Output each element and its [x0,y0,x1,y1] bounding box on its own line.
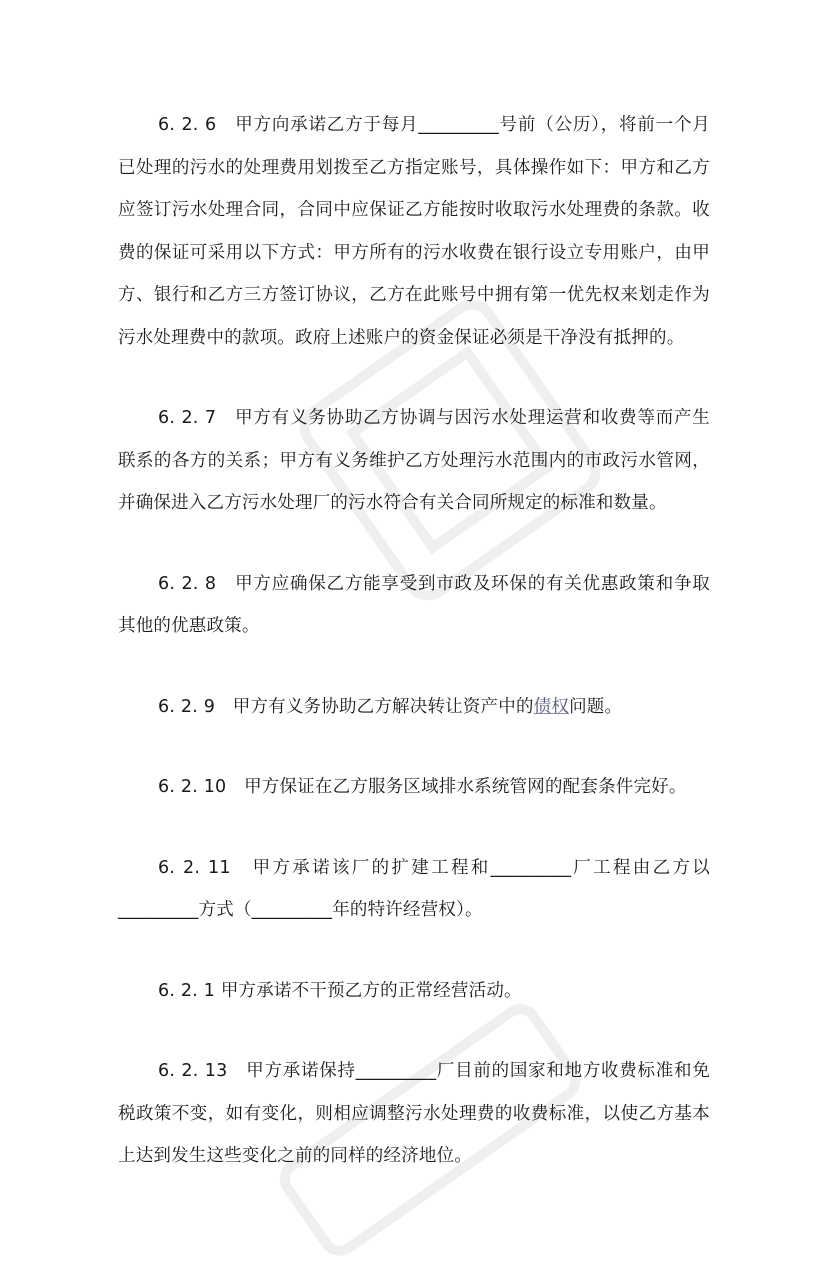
clause-6-2-8: 6. 2. 8 甲方应确保乙方能享受到市政及环保的有关优惠政策和争取其他的优惠政策。 [118,573,710,636]
claim-rights-link[interactable]: 债权 [533,696,570,717]
clause-6-2-10: 6. 2. 10 甲方保证在乙方服务区域排水系统管网的配套条件完好。 [158,777,687,797]
clause-6-2-11: 6. 2. 11 甲方承诺该厂的扩建工程和_________厂工程由乙方以_________方式（_________年的特许经营权）。 [118,857,710,920]
clause-6-2-7: 6. 2. 7 甲方有义务协助乙方协调与因污水处理运营和收费等而产生联系的各方的关系；甲方有义务维护乙方处理污水范围内的市政污水管网，并确保进入乙方污水处理厂的污水符合有关合同所规定的标准和数量。 [118,408,710,513]
clause-6-2-9 [118,686,710,729]
clause-6-2-9-text-before: 6. 2. 9 甲方有义务协助乙方解决转让资产中的 [158,696,534,717]
clause-6-2-13: 6. 2. 13 甲方承诺保持_________厂目前的国家和地方收费标准和免税政策不变，如有变化，则相应调整污水处理费的收费标准，以使乙方基本上达到发生这些变化之前的同样的经济地位。 [118,1061,710,1166]
clause-6-2-9-text-after: 问题。 [569,696,623,717]
clause-6-2-1: 6. 2. 1 甲方承诺不干预乙方的正常经营活动。 [158,980,522,1001]
clause-6-2-6: 6. 2. 6 甲方向承诺乙方于每月_________号前（公历），将前一个月已处理的污水的处理费用划拨至乙方指定账号，具体操作如下：甲方和乙方应签订污水处理合同，合同中应保证乙方能按时收取污水处理费的条款。收费的保证可采用以下方式：甲方所有的污水收费在银行设立专用账户，由甲方、银行和乙方三方签订协议，乙方在此账号中拥有第一优先权来划走作为污水处理费中的款项。政府上述账户的资金保证必须是干净没有抵押的。 [118,115,710,348]
document-body [118,104,710,1216]
